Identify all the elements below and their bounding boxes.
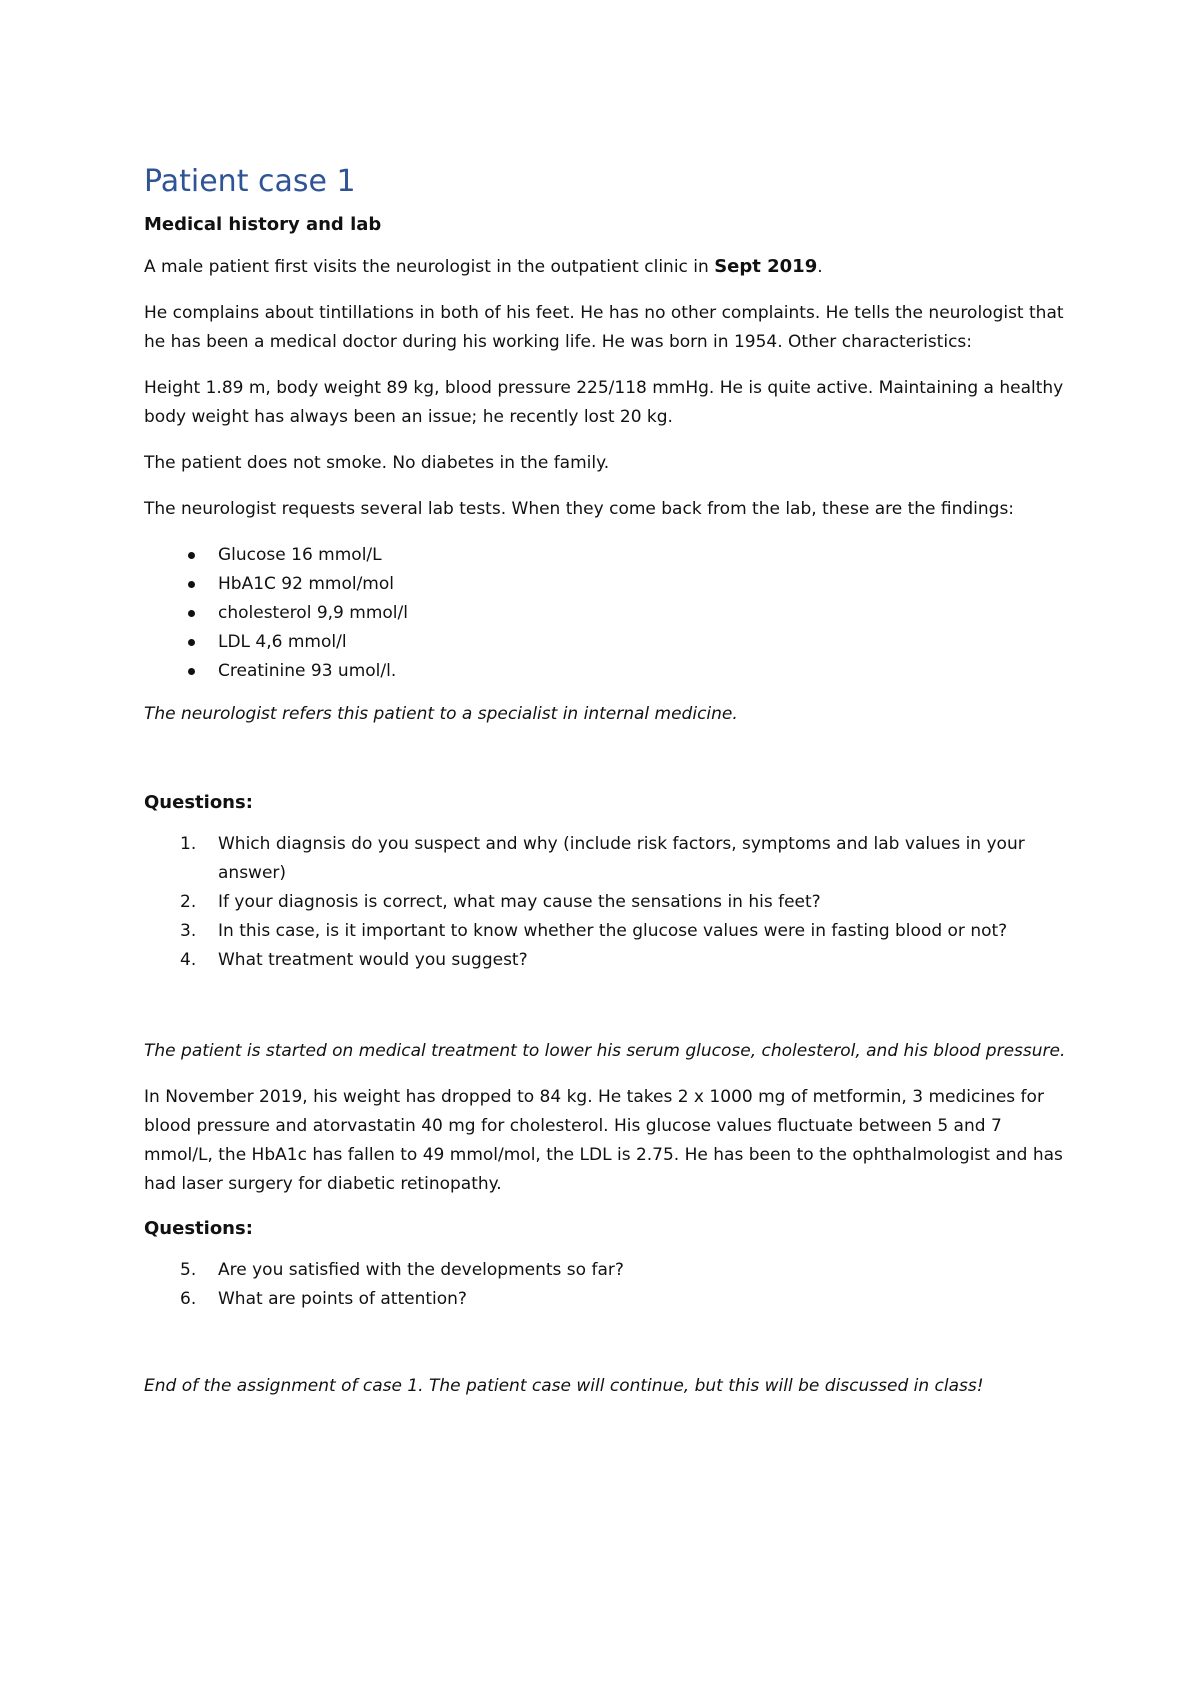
intro-date: Sept 2019	[714, 256, 818, 277]
questions-list-1	[144, 830, 1074, 975]
questions-heading-1: Questions:	[144, 792, 253, 813]
question-item	[144, 830, 1074, 888]
question-item	[144, 917, 1074, 946]
question-text: Which diagnsis do you suspect and why (include risk factors, symptoms and lab values in your answer)	[218, 834, 1025, 883]
question-item	[144, 888, 1074, 917]
question-item	[144, 1285, 1074, 1314]
bullet-icon	[188, 610, 195, 617]
bullet-icon	[188, 581, 195, 588]
question-item	[144, 1256, 1074, 1285]
question-number: 6.	[180, 1289, 197, 1309]
question-number: 5.	[180, 1260, 197, 1280]
lab-result-text: LDL 4,6 mmol/l	[218, 632, 347, 652]
bullet-icon	[188, 639, 195, 646]
followup-paragraph: In November 2019, his weight has dropped to 84 kg. He takes 2 x 1000 mg of metformin, 3 medicines for blood pressure and atorvastatin 40 mg for cholesterol. His glucose values fluctuate between 5 and 7 mmol/L, the HbA1c has fallen to 49 mmol/mol, the LDL is 2.75. He has been to the ophthalmologist and has had laser surgery for diabetic retinopathy.	[144, 1087, 1063, 1194]
list-item	[144, 599, 1074, 628]
intro-text: A male patient first visits the neurologist in the outpatient clinic in	[144, 257, 715, 277]
intro-paragraph	[144, 252, 1074, 282]
question-item	[144, 946, 1074, 975]
referral-note: The neurologist refers this patient to a specialist in internal medicine.	[144, 704, 738, 724]
lab-result-text: Glucose 16 mmol/L	[218, 545, 382, 565]
list-item	[144, 628, 1074, 657]
bullet-icon	[188, 552, 195, 559]
section-subtitle: Medical history and lab	[144, 214, 382, 235]
question-number: 1.	[180, 834, 197, 854]
lab-result-text: HbA1C 92 mmol/mol	[218, 574, 394, 594]
questions-heading-2: Questions:	[144, 1218, 253, 1239]
page-title: Patient case 1	[144, 164, 356, 199]
question-number: 3.	[180, 921, 197, 941]
question-number: 2.	[180, 892, 197, 912]
closing-note: End of the assignment of case 1. The patient case will continue, but this will be discussed in class!	[144, 1376, 984, 1396]
bullet-icon	[188, 668, 195, 675]
question-text: Are you satisfied with the developments so far?	[218, 1260, 624, 1280]
family-paragraph: The patient does not smoke. No diabetes in the family.	[144, 453, 610, 473]
lab-result-text: Creatinine 93 umol/l.	[218, 661, 397, 681]
list-item	[144, 541, 1074, 570]
treatment-note: The patient is started on medical treatment to lower his serum glucose, cholesterol, and his blood pressure.	[144, 1041, 1066, 1061]
document-page	[144, 160, 1074, 1418]
complaints-paragraph: He complains about tintillations in both of his feet. He has no other complaints. He tells the neurologist that he has been a medical doctor during his working life. He was born in 1954. Other characteristics:	[144, 303, 1064, 352]
physical-paragraph: Height 1.89 m, body weight 89 kg, blood pressure 225/118 mmHg. He is quite active. Maintaining a healthy body weight has always been an issue; he recently lost 20 kg.	[144, 378, 1064, 427]
list-item	[144, 570, 1074, 599]
lab-results-list	[144, 541, 1074, 686]
question-text: In this case, is it important to know whether the glucose values were in fasting blood or not?	[218, 921, 1008, 941]
lab-result-text: cholesterol 9,9 mmol/l	[218, 603, 408, 623]
list-item	[144, 657, 1074, 686]
lab-intro-paragraph: The neurologist requests several lab tests. When they come back from the lab, these are the findings:	[144, 499, 1015, 519]
question-text: What are points of attention?	[218, 1289, 467, 1309]
question-text: If your diagnosis is correct, what may cause the sensations in his feet?	[218, 892, 821, 912]
questions-list-2	[144, 1256, 1074, 1314]
intro-end: .	[817, 257, 823, 277]
question-text: What treatment would you suggest?	[218, 950, 528, 970]
question-number: 4.	[180, 950, 197, 970]
